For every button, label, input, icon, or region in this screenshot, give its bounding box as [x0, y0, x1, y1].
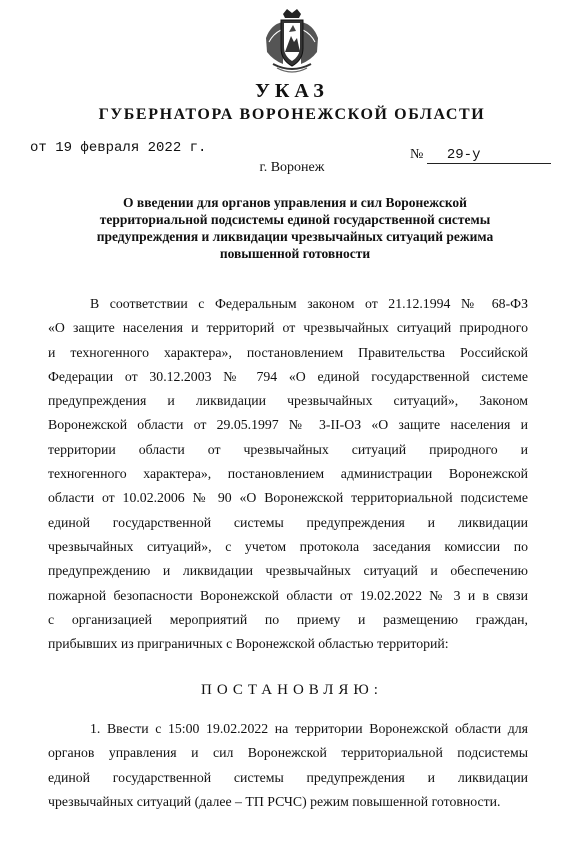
paragraph-line: пожарной безопасности Воронежской области от 19.02.2022 № 3 и в связи	[48, 587, 528, 603]
document-city: г. Воронеж	[259, 160, 325, 175]
number-prefix: №	[410, 147, 424, 162]
paragraph-line: области от 10.02.2006 № 90 «О Воронежской территориальной подсистеме	[48, 490, 528, 506]
paragraph-line: чрезвычайных ситуаций», с учетом протокола заседания комиссии по	[48, 538, 528, 554]
resolve-heading: ПОСТАНОВЛЯЮ:	[201, 682, 383, 698]
paragraph-line: Федерации от 30.12.2003 № 794 «О единой государственной системе	[48, 368, 528, 384]
paragraph-line: чрезвычайных ситуаций (далее – ТП РСЧС) режим повышенной готовности.	[48, 793, 501, 809]
subject-line: повышенной готовности	[219, 246, 371, 261]
paragraph-line: предупреждению и ликвидации чрезвычайных ситуаций и обеспечению	[48, 563, 528, 579]
date-suffix: г.	[189, 140, 207, 156]
paragraph-line: единой государственной системы предупреждения и ликвидации	[48, 769, 528, 785]
paragraph-line: техногенного характера», постановлением администрации Воронежской	[48, 466, 528, 482]
paragraph-line: прибывших из приграничных с Воронежской областью территорий:	[48, 636, 449, 652]
document-subject	[60, 194, 530, 262]
document-title: УКАЗ	[255, 80, 329, 102]
document-subtitle: ГУБЕРНАТОРА ВОРОНЕЖСКОЙ ОБЛАСТИ	[98, 106, 486, 123]
subject-line: территориальной подсистемы единой государственной системы	[99, 212, 491, 227]
preamble-paragraph	[48, 292, 528, 656]
paragraph-line: В соответствии с Федеральным законом от 21.12.1994 № 68-ФЗ	[90, 296, 528, 311]
paragraph-line: и техногенного характера», постановлением Правительства Российской	[48, 344, 528, 360]
paragraph-line: территории области от чрезвычайных ситуаций природного и	[48, 441, 528, 457]
paragraph-line: «О защите населения и территорий от чрезвычайных ситуаций природного	[48, 320, 528, 336]
paragraph-line: органов управления и сил Воронежской территориальной подсистемы	[48, 745, 528, 761]
date-value: 19 февраля 2022	[55, 140, 182, 156]
subject-line: предупреждения и ликвидации чрезвычайных ситуаций режима	[96, 229, 494, 244]
coat-of-arms-icon	[263, 8, 321, 74]
decree-item-1	[48, 717, 528, 814]
date-prefix: от	[30, 140, 47, 156]
paragraph-line: предупреждения и ликвидации чрезвычайных ситуаций», Законом	[48, 393, 528, 409]
document-date	[30, 140, 206, 156]
paragraph-line: Воронежской области от 29.05.1997 № 3-II-ОЗ «О защите населения и	[48, 417, 528, 433]
paragraph-line: 1. Ввести с 15:00 19.02.2022 на территории Воронежской области для	[90, 721, 528, 736]
paragraph-line: единой государственной системы предупреждения и ликвидации	[48, 514, 528, 530]
number-value: 29-у	[427, 147, 551, 164]
subject-line: О введении для органов управления и сил Воронежской	[123, 195, 467, 210]
paragraph-line: с организацией мероприятий по приему и размещению граждан,	[48, 611, 528, 627]
